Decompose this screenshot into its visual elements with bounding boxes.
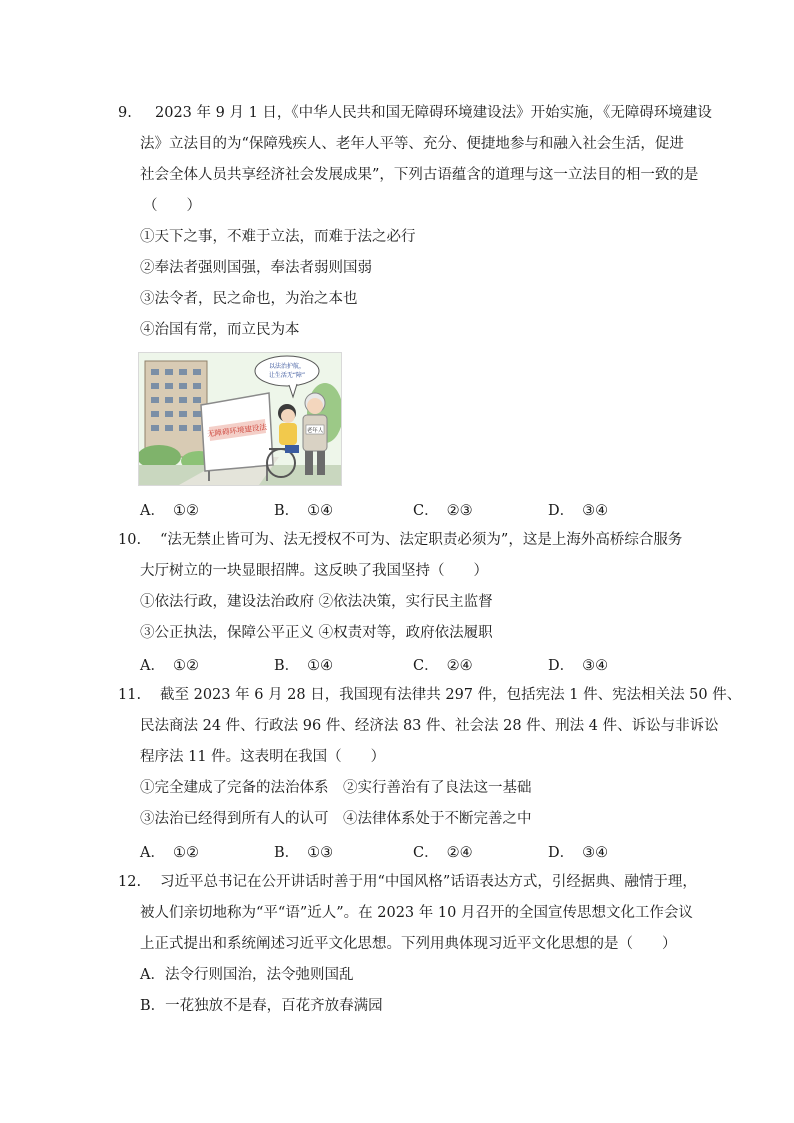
statement-item: ④治国有常，而立民为本 (140, 322, 300, 338)
statement-item: ②奉法者强则国强，奉法者弱则国弱 (140, 260, 372, 276)
statement-item: ③公正执法，保障公平正义 ④权责对等，政府依法履职 (140, 625, 493, 641)
option-d[interactable]: D． ③④ (548, 503, 609, 519)
question-stem-line: 大厅树立的一块显眼招牌。这反映了我国坚持（ ） (140, 563, 488, 579)
question-stem-line: 习近平总书记在公开讲话时善于用“中国风格”话语表达方式，引经据典、融情于理， (160, 874, 697, 890)
option-d[interactable]: D． ③④ (548, 658, 609, 674)
question-stem-line: 截至 2023 年 6 月 28 日，我国现有法律共 297 件，包括宪法 1 件、宪法相关法 50 件、 (160, 687, 742, 703)
statement-item: ③法令者，民之命也，为治之本也 (140, 291, 358, 307)
answer-bracket: （ ） (143, 198, 201, 214)
option-a[interactable]: A． ①② (140, 845, 199, 861)
question-stem-line: 民法商法 24 件、行政法 96 件、经济法 83 件、社会法 28 件、刑法 4 件、诉讼与非诉讼 (140, 718, 719, 734)
question-stem-line: 社会全体人员共享经济社会发展成果”，下列古语蕴含的道理与这一立法目的相一致的是 (140, 167, 699, 183)
question-stem-line: 法》立法目的为“保障残疾人、老年人平等、充分、便捷地参与和融入社会生活，促进 (140, 136, 684, 152)
question-number: 10. (118, 532, 142, 548)
speech-bubble-line-1: 以法治护航， (268, 363, 306, 370)
question-stem-line: 上正式提出和系统阐述习近平文化思想。下列用典体现习近平文化思想的是（ ） (140, 936, 677, 952)
question-stem-line: 2023 年 9 月 1 日，《中华人民共和国无障碍环境建设法》开始实施，《无障碍环境建设 (155, 105, 712, 121)
option-b[interactable]: B． ①④ (274, 658, 334, 674)
statement-item: ①完全建成了完备的法治体系 ②实行善治有了良法这一基础 (140, 780, 532, 796)
barrier-free-law-cartoon (138, 352, 342, 486)
question-number: 12. (118, 874, 142, 890)
option-b[interactable]: B． ①④ (274, 503, 334, 519)
choice-b[interactable]: B．一花独放不是春，百花齐放春满园 (140, 998, 383, 1014)
option-d[interactable]: D． ③④ (548, 845, 609, 861)
question-number: 11. (118, 687, 142, 703)
question-stem-line: “法无禁止皆可为、法无授权不可为、法定职责必须为”，这是上海外高桥综合服务 (160, 532, 683, 548)
question-number: 9. (118, 105, 132, 121)
statement-item: ③法治已经得到所有人的认可 ④法律体系处于不断完善之中 (140, 811, 532, 827)
answer-options (140, 654, 680, 674)
option-b[interactable]: B． ①③ (274, 845, 334, 861)
statement-item: ①天下之事，不难于立法，而难于法之必行 (140, 229, 416, 245)
option-a[interactable]: A． ①② (140, 658, 199, 674)
statement-item: ①依法行政，建设法治政府 ②依法决策，实行民主监督 (140, 594, 493, 610)
choice-a[interactable]: A．法令行则国治，法令弛则国乱 (140, 967, 354, 983)
question-stem-line: 被人们亲切地称为“平“语”近人”。在 2023 年 10 月召开的全国宣传思想文化工作会议 (140, 905, 693, 921)
question-stem-line: 程序法 11 件。这表明在我国（ ） (140, 749, 386, 765)
option-c[interactable]: C． ②④ (413, 658, 473, 674)
answer-options (140, 499, 680, 519)
elderly-tag-text: 老年人 (306, 428, 324, 434)
option-a[interactable]: A． ①② (140, 503, 199, 519)
speech-bubble-line-2: 让生活无“障” (268, 372, 306, 379)
billboard-text: 无障碍环境建设法 (206, 422, 268, 439)
answer-options (140, 841, 680, 861)
option-c[interactable]: C． ②③ (413, 503, 473, 519)
option-c[interactable]: C． ②④ (413, 845, 473, 861)
